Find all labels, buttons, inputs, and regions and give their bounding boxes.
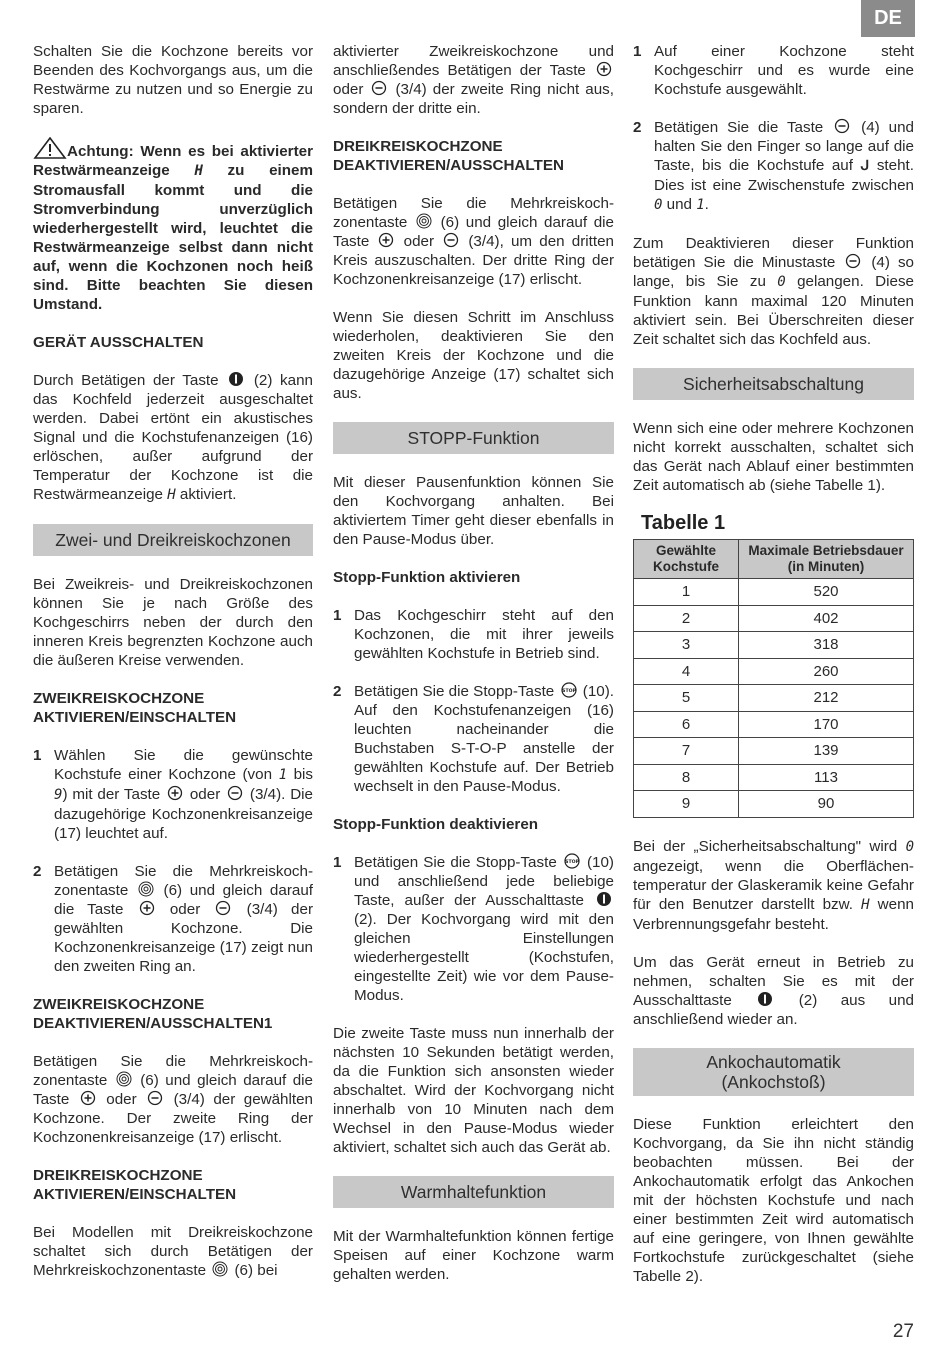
column-3 [633,42,914,1305]
language-badge: DE [861,0,915,37]
table-row [634,632,914,659]
table-cell-level: 4 [634,658,739,685]
minus-button-icon [147,1090,163,1106]
section-header: Ankochautomatik (Ankochstoß) [633,1048,914,1096]
paragraph: Durch Betätigen der Taste (2) kann das Kochfeld jederzeit ausgeschaltet werden. Dabei ertönt ein akustisches Signal und die Kochstufenanzeigen (16) erlöschen, außer aufgrund der Temperatur der Kochzone ist die Restwärmeanzeige H aktiviert. [33,372,313,503]
section-header: Warmhaltefunktion [333,1176,614,1208]
table-row [634,658,914,685]
multi-zone-button-icon [138,881,154,897]
heading: ZWEIKREISKOCHZONE DEAKTIVIEREN/AUSSCHALTEN1 [33,996,273,1032]
heading: DREIKREISKOCHZONE DEAKTIVIEREN/AUSSCHALTEN [333,138,564,174]
plus-button-icon [167,785,183,801]
table-cell-duration: 139 [739,738,914,765]
power-button-icon [596,891,612,907]
stop-button-icon [564,853,580,869]
paragraph: Zum Deaktivieren dieser Funktion betätigen Sie die Minustaste (4) so lange, bis Sie zu 0 gelangen. Diese Funktion kann maximal 120 Minuten aktiviert sein. Bei Überschreiten dieser Zeit schaltet sich das Kochfeld aus. [633,235,914,348]
paragraph: Betätigen Sie die Mehrkreiskoch-zonentaste (6) und gleich darauf die Taste oder (3/4) der gewählten Kochzone. Der zweite Ring der Kochzonenkreisanzeige (17) erlischt. [33,1053,314,1146]
column-2 [333,42,614,1303]
svg-text:STOP: STOP [565,860,579,865]
paragraph: Mit dieser Pausenfunktion können Sie den Kochvorgang anhalten. Bei aktiviertem Timer geht dieser ebenfalls in den Pause-Modus über. [333,474,614,548]
list-item: 2 Betätigen Sie die Stopp-Taste STOP (10). Auf den Kochstufenanzeigen (16) leuchten nacheinander die Buchstaben S-T-O-P anstelle der gewählten Kochstufe auf. Der Betrieb wechselt in den Pause-Modus. [333,683,614,795]
multi-zone-button-icon [116,1071,132,1087]
lcd-symbol: H [861,896,870,913]
list-item: 1 Betätigen Sie die Stopp-Taste STOP (10) und anschließend jede beliebige Taste, außer der Ausschalttaste (2). Der Kochvorgang wird mit den gleichen Einstellungen wiederhergestellt (Kochstufen, eingestellte Zeit) wie vor dem Pause-Modus. [333,854,614,1004]
svg-text:STOP: STOP [561,689,576,694]
table-cell-duration: 113 [739,764,914,791]
lcd-symbol: H [167,487,176,503]
power-button-icon [757,991,773,1007]
table-cell-level: 5 [634,685,739,712]
section-header: Zwei- und Dreikreiskochzonen [33,524,313,556]
paragraph: Wenn sich eine oder mehrere Kochzonen nicht korrekt ausschalten, schaltet sich das Gerät nach Ablauf einer bestimmten Zeit automatisch ab (siehe Tabelle 1). [633,420,914,494]
stop-button-icon [561,682,577,698]
table-title: Tabelle 1 [641,512,726,534]
list-item: 1 Das Kochgeschirr steht auf den Kochzonen, die mit ihrer jeweils gewählten Kochstufe in Betrieb sind. [333,607,614,662]
paragraph: Um das Gerät erneut in Betrieb zu nehmen, schalten Sie es mit der Ausschalttaste (2) aus und anschließend wieder an. [633,953,914,1028]
list-item: 1 Wählen Sie die gewünschte Kochstufe einer Kochzone (von 1 bis 9) mit der Taste oder (3/4). Die dazugehörige Kochzonenkreisanzeige (17) leuchtet auf. [33,747,313,842]
table-cell-duration: 402 [739,605,914,632]
power-button-icon [228,371,244,387]
heading: GERÄT AUSSCHALTEN [33,334,204,351]
table-row [634,791,914,818]
table-cell-level: 8 [634,764,739,791]
paragraph: Bei der „Sicherheitsabschaltung" wird 0 angezeigt, wenn die Oberflächen-temperatur der Glaskeramik keine Gefahr für den Benutzer darstellt bzw. H wenn Verbrennungsgefahr besteht. [633,837,914,933]
lcd-symbol: H [194,163,203,179]
minus-button-icon [371,80,387,96]
lcd-symbol: 1 [696,197,705,213]
table-cell-duration: 260 [739,658,914,685]
safety-table [633,539,914,818]
paragraph: Diese Funktion erleichtert den Kochvorgang, da Sie ihn nicht ständig beobachten müssen. Bei der Ankochautomatik erfolgt das Ankochen mit der höchsten Kochstufe und nach einer bestimmten Zeit wird automatisch auf eine geringere, von Ihnen gewählte Fortkochstufe zurückgeschaltet (siehe Tabelle 2). [633,1115,914,1285]
minus-button-icon [443,232,459,248]
list-item: 2 Betätigen Sie die Mehrkreiskoch-zonentaste (6) und gleich darauf die Taste oder (3/4) der gewählten Kochzone. Die Kochzonenkreisanzeige (17) zeigt nun den zweiten Ring an. [33,863,314,975]
paragraph: Schalten Sie die Kochzone bereits vor Beenden des Kochvorgangs aus, um die Restwärme zu nutzen und so Energie zu sparen. [33,43,313,117]
table-cell-duration: 318 [739,632,914,659]
minus-button-icon [845,253,861,269]
table-cell-duration: 212 [739,685,914,712]
multi-zone-button-icon [212,1261,228,1277]
table-body [634,579,914,818]
table-cell-level: 1 [634,579,739,606]
table-cell-level: 9 [634,791,739,818]
table-cell-duration: 170 [739,711,914,738]
table-row [634,711,914,738]
section-header: Sicherheitsabschaltung [633,368,914,400]
table-header: Gewählte Kochstufe [634,540,739,579]
lcd-symbol: 9 [54,787,63,803]
minus-button-icon [834,118,850,134]
plus-button-icon [596,61,612,77]
minus-button-icon [215,900,231,916]
table-cell-duration: 520 [739,579,914,606]
paragraph: Wenn Sie diesen Schritt im Anschluss wiederholen, deaktivieren Sie den zweiten Kreis der Kochzone und die dazugehörige Anzeige (17) schaltet sich aus. [333,309,614,402]
heading: Stopp-Funktion aktivieren [333,569,521,586]
list-item: 2 Betätigen Sie die Taste (4) und halten Sie den Finger so lange auf die Taste, bis die Kochstufe auf ᒍ steht. Dies ist eine Zwischenstufe zwischen 0 und 1. [633,119,914,213]
minus-button-icon [227,785,243,801]
table-cell-level: 7 [634,738,739,765]
paragraph: aktivierter Zweikreiskochzone und anschließendes Betätigen der Taste oder (3/4) der zweite Ring nicht aus, sondern der dritte ein. [333,43,614,117]
plus-button-icon [80,1090,96,1106]
paragraph: Betätigen Sie die Mehrkreiskoch-zonentaste (6) und gleich darauf die Taste oder (3/4), um den dritten Kreis auszuschalten. Der dritte Ring der Kochzonenkreisanzeige (17) erlischt. [333,195,614,288]
table-row [634,738,914,765]
lcd-symbol: ᒍ [860,158,870,174]
paragraph: Bei Modellen mit Dreikreiskochzone schaltet sich durch Betätigen der Mehrkreiskochzonentaste (6) bei [33,1224,313,1279]
list-item: 1 Auf einer Kochzone steht Kochgeschirr und es wurde eine Kochstufe ausgewählt. [633,43,914,98]
heading: Stopp-Funktion deaktivieren [333,816,539,833]
lcd-symbol: 0 [654,197,663,213]
plus-button-icon [378,232,394,248]
table-cell-level: 3 [634,632,739,659]
table-cell-duration: 90 [739,791,914,818]
warning-triangle-icon [33,137,67,159]
lcd-symbol: 1 [278,767,288,783]
warning-paragraph: Achtung: Wenn es bei aktivierter Restwärmeanzeige H zu einem Stromausfall kommt und die Stromverbindung unverzüglich wiederhergestellt wird, leuchtet die Restwärmeanzeige selbst dann nicht auf, wenn die Kochzonen noch heiß sind. Bitte beachten Sie diesen Umstand. [33,137,313,314]
multi-zone-button-icon [416,213,432,229]
table-row [634,605,914,632]
lcd-symbol: 0 [777,274,786,290]
page-number: 27 [892,1321,914,1342]
paragraph: Bei Zweikreis- und Dreikreiskochzonen können Sie je nach Größe des Kochgeschirrs neben der durch den inneren Kreis begrenzten Kochzone auch die äußeren Kreise verwenden. [33,576,313,669]
table-header: Maximale Betriebsdauer (in Minuten) [739,540,914,579]
table-cell-level: 2 [634,605,739,632]
table-row [634,764,914,791]
table-cell-level: 6 [634,711,739,738]
section-header: STOPP-Funktion [333,422,614,454]
table-row [634,685,914,712]
heading: ZWEIKREISKOCHZONE AKTIVIEREN/EINSCHALTEN [33,690,237,726]
plus-button-icon [139,900,155,916]
paragraph: Mit der Warmhaltefunktion können fertige Speisen auf einer Kochzone warm gehalten werden. [333,1228,614,1283]
lcd-symbol: 0 [905,838,914,855]
column-1 [33,42,313,1299]
paragraph: Die zweite Taste muss nun innerhalb der nächsten 10 Sekunden betätigt werden, da die Funktion sich ansonsten wieder abschaltet. Wird der Kochvorgang nicht innerhalb von 10 Minuten nach dem Wechsel in den Pause-Modus wieder aktiviert, schaltet sich auch das Gerät ab. [333,1025,614,1156]
heading: DREIKREISKOCHZONE AKTIVIEREN/EINSCHALTEN [33,1167,237,1203]
table-row [634,579,914,606]
